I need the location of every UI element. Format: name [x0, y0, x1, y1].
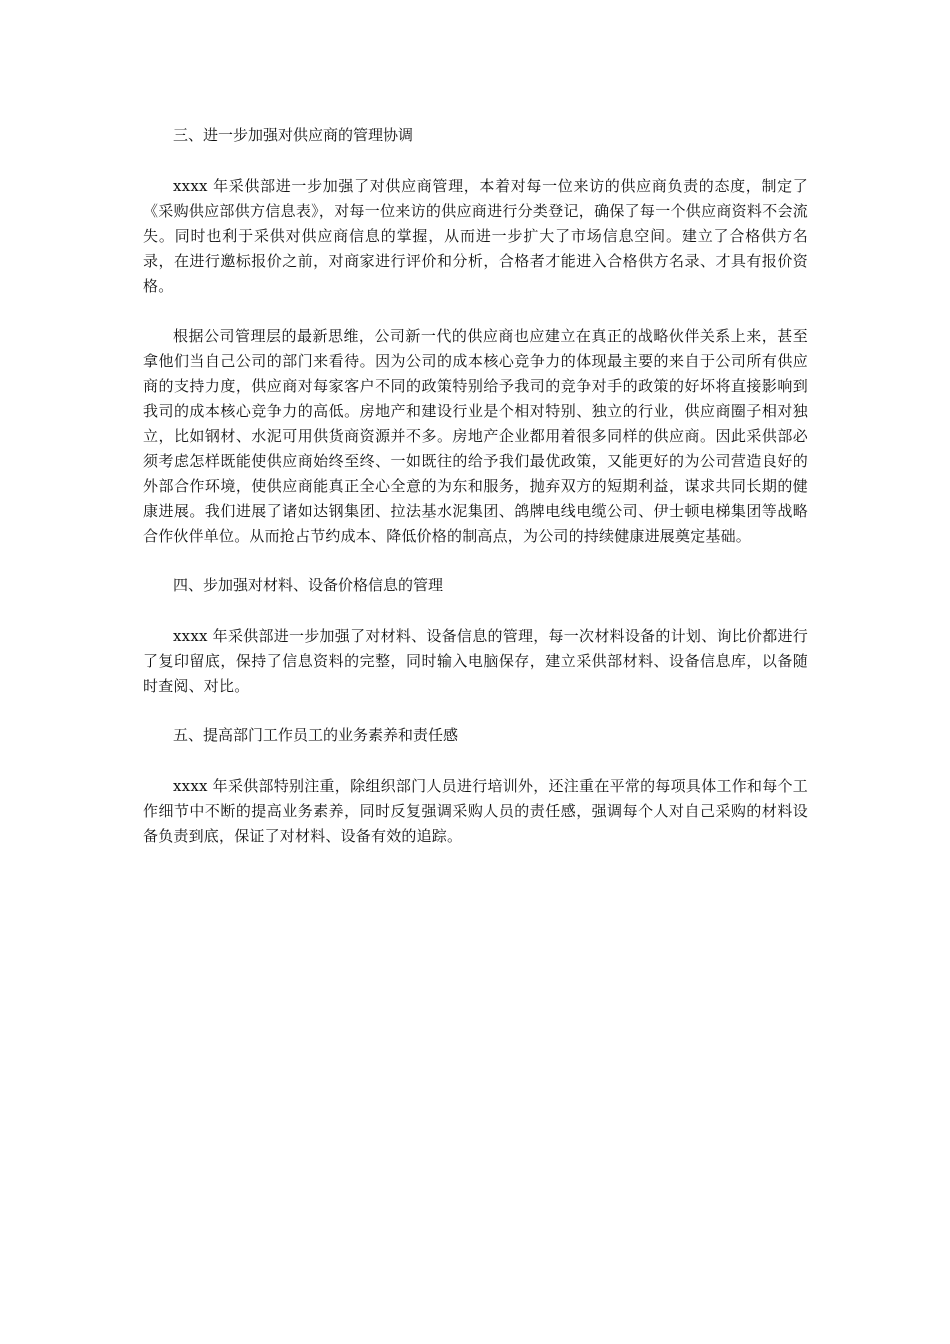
- section-heading-4: 四、步加强对材料、设备价格信息的管理: [173, 576, 444, 594]
- document-page: [143, 124, 808, 849]
- section-5-paragraph-1: xxxx 年采供部特别注重，除组织部门人员进行培训外，还注重在平常的每项具体工作和每个工作细节中不断的提高业务素养，同时反复强调采购人员的责任感，强调每个人对自己采购的材料设备负责到底，保证了对材料、设备有效的追踪。: [143, 777, 808, 845]
- section-3-paragraph-2: 根据公司管理层的最新思维，公司新一代的供应商也应建立在真正的战略伙伴关系上来，甚至拿他们当自己公司的部门来看待。因为公司的成本核心竞争力的体现最主要的来自于公司所有供应商的支持力度，供应商对每家客户不同的政策特别给予我司的竞争对手的政策的好坏将直接影响到我司的成本核心竞争力的高低。房地产和建设行业是个相对特别、独立的行业，供应商圈子相对独立，比如钢材、水泥可用供货商资源并不多。房地产企业都用着很多同样的供应商。因此采供部必须考虑怎样既能使供应商始终至终、一如既往的给予我们最优政策，又能更好的为公司营造良好的外部合作环境，使供应商能真正全心全意的为东和服务，抛弃双方的短期利益，谋求共同长期的健康进展。我们进展了诸如达钢集团、拉法基水泥集团、鸽牌电线电缆公司、伊士顿电梯集团等战略合作伙伴单位。从而抢占节约成本、降低价格的制高点，为公司的持续健康进展奠定基础。: [143, 327, 808, 545]
- section-3-paragraph-1: xxxx 年采供部进一步加强了对供应商管理，本着对每一位来访的供应商负责的态度，制定了《采购供应部供方信息表》，对每一位来访的供应商进行分类登记，确保了每一个供应商资料不会流失。同时也利于采供对供应商信息的掌握，从而进一步扩大了市场信息空间。建立了合格供方名录，在进行邀标报价之前，对商家进行评价和分析，合格者才能进入合格供方名录、才具有报价资格。: [143, 177, 808, 295]
- section-4-paragraph-1: xxxx 年采供部进一步加强了对材料、设备信息的管理，每一次材料设备的计划、询比价都进行了复印留底，保持了信息资料的完整，同时输入电脑保存，建立采供部材料、设备信息库，以备随时查阅、对比。: [143, 627, 808, 695]
- section-heading-5: 五、提高部门工作员工的业务素养和责任感: [173, 726, 459, 744]
- section-heading-3: 三、进一步加强对供应商的管理协调: [173, 126, 414, 144]
